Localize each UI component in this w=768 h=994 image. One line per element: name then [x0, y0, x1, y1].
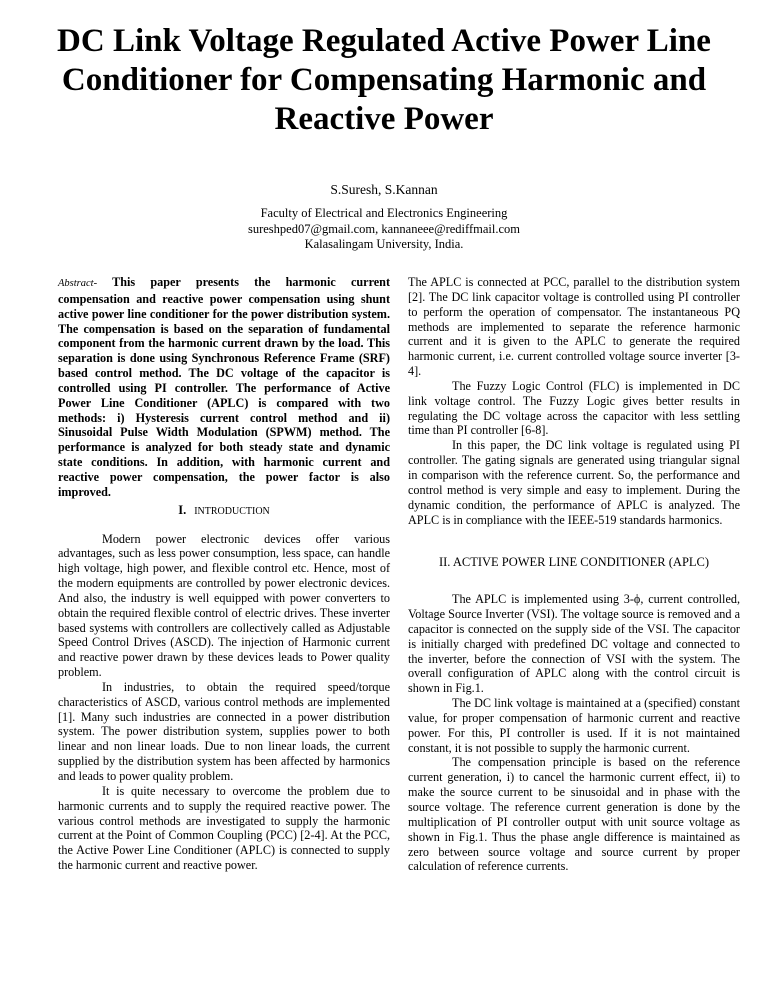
- aplc-paragraph-3: The compensation principle is based on the reference current generation, i) to cancel the harmonic current effect, ii) to make the source current to be sinusoidal and in phase with the source voltage. The reference current generation is done by the multiplication of PI controller output with unit source voltage as shown in Fig.1. Thus the phase angle difference is maintained as zero between source voltage and source current by proper calculation of reference currents.: [408, 755, 740, 874]
- intro-paragraph-4: The APLC is connected at PCC, parallel to the distribution system [2]. The DC link capacitor voltage is controlled using PI controller to perform the operation of compensator. The instantaneous PQ methods are implemented to separate the reference harmonic current and it is given to the APLC to generate the required harmonic current, i.e. current controlled voltage source inverter [3-4].: [408, 275, 740, 379]
- section-1-number: I.: [178, 502, 187, 517]
- aplc-paragraph-1: The APLC is implemented using 3-ϕ, current controlled, Voltage Source Inverter (VSI). The voltage source is removed and a capacitor is connected on the supply side of the VSI. The capacitor is initially charged with predefined DC voltage and connected to the inverter, before the connection of VSI with the system. The overall configuration of APLC along with the control circuit is shown in Fig.1.: [408, 592, 740, 696]
- authors: S.Suresh, S.Kannan: [330, 182, 438, 197]
- affiliation-university: Kalasalingam University, India.: [304, 237, 464, 251]
- section-2-heading: II. ACTIVE POWER LINE CONDITIONER (APLC): [438, 555, 710, 570]
- section-1-title: INTRODUCTION: [194, 505, 270, 517]
- paper-title: DC Link Voltage Regulated Active Power Line Conditioner for Compensating Harmonic and Reactive Power: [57, 23, 711, 137]
- intro-paragraph-6: In this paper, the DC link voltage is regulated using PI controller. The gating signals are generated using triangular signal in comparison with the reference current. So, the performance and control method is very simple and easy to implement. During the dynamic condition, the performance of APLC is analyzed. The APLC is in compliance with the IEEE-519 standards harmonics.: [408, 438, 740, 527]
- affiliation-emails: sureshped07@gmail.com, kannaneee@rediffmail.com: [247, 221, 520, 236]
- intro-paragraph-3: It is quite necessary to overcome the problem due to harmonic currents and to supply the required reactive power. The various control methods are investigated to supply the harmonic current at the Point of Common Coupling (PCC) [2-4]. At the PCC, the Active Power Line Conditioner (APLC) is connected to supply the harmonic current and reactive power.: [58, 783, 390, 873]
- intro-paragraph-5: The Fuzzy Logic Control (FLC) is implemented in DC link voltage control. The Fuzzy Logic gives better results in regulating the DC voltage across the capacitor with less settling time than PI controller [6-8].: [408, 378, 740, 438]
- abstract-label: Abstract-: [58, 278, 98, 289]
- aplc-paragraph-2: The DC link voltage is maintained at a (specified) constant value, for proper compensation of harmonic current and reactive power. For this, PI controller is used. If it is not maintained constant, it is not possible to supply the harmonic current.: [408, 696, 740, 755]
- section-1-heading: [58, 503, 390, 520]
- affiliation: [0, 206, 768, 253]
- intro-paragraph-2: In industries, to obtain the required speed/torque characteristics of ASCD, various control methods are implemented [1]. Many such industries are connected in a power distribution system. The power distribution system, supplies power to both linear and non linear loads. Due to non linear loads, the current supplied by the distribution system has been affected by harmonics and leads to power quality problem.: [58, 679, 390, 783]
- intro-paragraph-1: Modern power electronic devices offer various advantages, such as less power consumption, less space, can handle high voltage, high power, and flexible control etc. Hence, most of the modern equipments are controlled by power electronic devices. And also, the industry is well equipped with power converters to obtain the required flexible control of electric drives. These inverter based systems with controllers are collectively called as Adjustable Speed Control Drives (ASCD). The injection of Harmonic current and reactive power drawn by these devices leads to Power quality problem.: [58, 531, 390, 680]
- right-column: [408, 275, 740, 874]
- abstract-text: This paper presents the harmonic current compensation and reactive power compensation using shunt active power line conditioner for the power distribution system. The compensation is based on the separation of fundamental component from the harmonic current drawn by the load. This separation is done using Synchronous Reference Frame (SRF) based control method. The DC voltage of the capacitor is controlled using PI controller. The performance of Active Power Line Conditioner (APLC) is compared with two methods: i) Hysteresis current control method and ii) Sinusoidal Pulse Width Modulation (SPWM) method. The performance is analyzed for both steady state and dynamic state conditions. In addition, with harmonic current and reactive power compensation, the power factor is also improved.: [58, 275, 390, 499]
- abstract: [58, 275, 390, 500]
- left-column: [58, 275, 390, 873]
- affiliation-dept: Faculty of Electrical and Electronics Engineering: [260, 206, 508, 220]
